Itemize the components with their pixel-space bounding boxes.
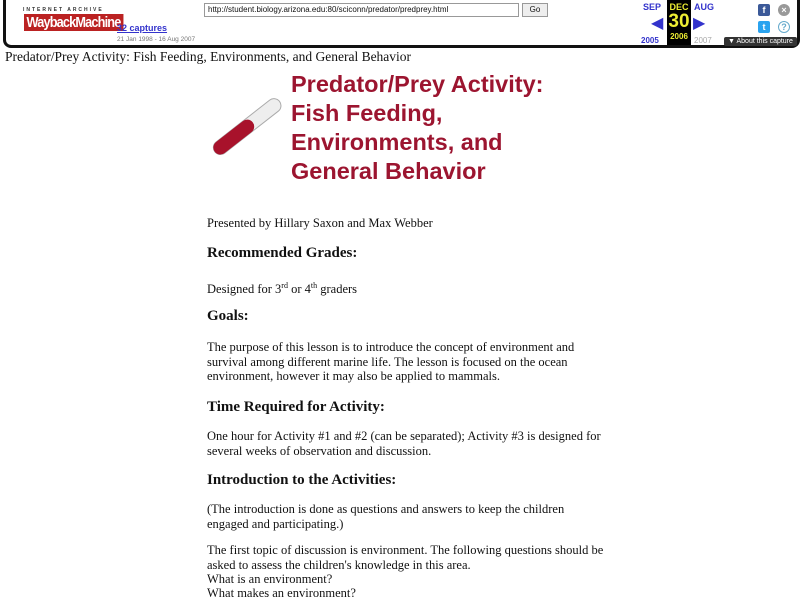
- heading-intro: Introduction to the Activities:: [207, 472, 397, 488]
- test-tube-icon: [205, 90, 290, 165]
- current-capture: [667, 0, 691, 45]
- presenters: Presented by Hillary Saxon and Max Webber: [207, 216, 433, 230]
- about-capture-button[interactable]: ▼ About this capture: [724, 37, 797, 46]
- twitter-icon[interactable]: t: [758, 21, 770, 33]
- next-month-link[interactable]: AUG: [694, 2, 714, 12]
- prev-capture-arrow-icon[interactable]: ◀: [651, 15, 664, 32]
- captures-range: 21 Jan 1998 - 16 Aug 2007: [117, 36, 196, 43]
- main-heading: Predator/Prey Activity: Fish Feeding, Environments, and General Behavior: [291, 71, 544, 184]
- heading-time: Time Required for Activity:: [207, 399, 385, 415]
- intro-text: (The introduction is done as questions and answers to keep the children engaged and participating.): [207, 502, 565, 531]
- wayback-logo[interactable]: WaybackMachine: [24, 14, 123, 31]
- goals-text: The purpose of this lesson is to introduce the concept of environment and survival among different marine life. The lesson is focused on the ocean environment, however it may also be applied to mammals.: [207, 340, 575, 383]
- question-2: What makes an environment?: [207, 586, 356, 600]
- heading-goals: Goals:: [207, 308, 249, 324]
- go-button[interactable]: Go: [522, 3, 548, 17]
- current-day: 30: [668, 11, 690, 32]
- page-title: Predator/Prey Activity: Fish Feeding, Environments, and General Behavior: [5, 49, 412, 64]
- logo-caption: INTERNET ARCHIVE: [23, 7, 104, 13]
- help-icon[interactable]: ?: [778, 21, 790, 33]
- facebook-icon[interactable]: f: [758, 4, 770, 16]
- prev-year-link[interactable]: 2005: [641, 36, 659, 45]
- grades-text: Designed for 3rd or 4th graders: [207, 281, 358, 297]
- next-capture-arrow-icon[interactable]: ▶: [693, 15, 706, 32]
- heading-grades: Recommended Grades:: [207, 245, 358, 261]
- current-month: DEC: [669, 2, 689, 12]
- url-input[interactable]: http://student.biology.arizona.edu:80/sciconn/predator/predprey.html: [204, 3, 519, 17]
- captures-link[interactable]: 32 captures: [117, 23, 168, 33]
- time-text: One hour for Activity #1 and #2 (can be separated); Activity #3 is designed for several weeks of observation and discussion.: [207, 429, 601, 458]
- intro-text-2: The first topic of discussion is environment. The following questions should be asked to assess the children's knowledge in this area.: [207, 543, 604, 572]
- wayback-toolbar: [3, 0, 800, 48]
- close-icon[interactable]: ×: [778, 4, 790, 16]
- current-year: 2006: [670, 32, 688, 41]
- prev-month-link[interactable]: SEP: [643, 2, 662, 12]
- next-year: 2007: [694, 36, 712, 45]
- question-1: What is an environment?: [207, 572, 333, 586]
